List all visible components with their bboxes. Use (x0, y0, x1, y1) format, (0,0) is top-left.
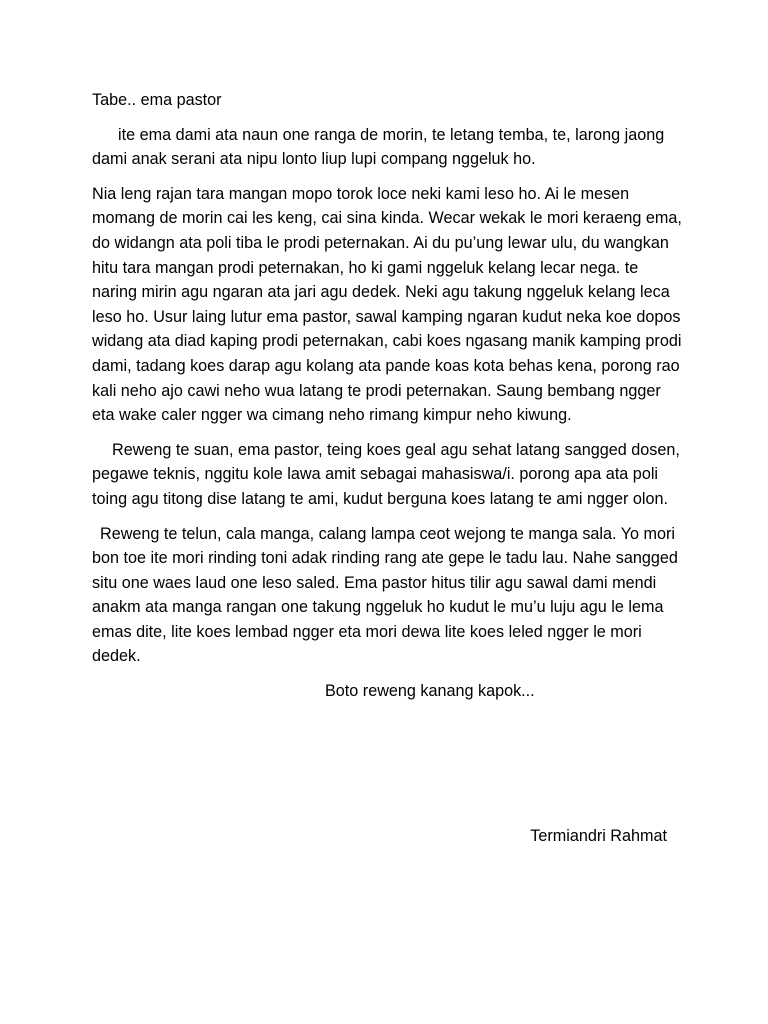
letter-greeting: Tabe.. ema pastor (92, 91, 222, 109)
letter-body (92, 88, 682, 704)
letter-paragraph-1: ite ema dami ata naun one ranga de morin, te letang temba, te, larong jaong dami anak serani ata nipu lonto liup lupi compang nggeluk ho. (92, 125, 665, 169)
letter-paragraph-2: Nia leng rajan tara mangan mopo torok loce neki kami leso ho. Ai le mesen momang de morin cai les keng, cai sina kinda. Wecar wekak le mori keraeng ema, do widangn ata poli tiba le prodi peternakan. Ai du pu’ung lewar ulu, du wangkan hitu tara mangan prodi peternakan, ho ki gami nggeluk kelang lecar nega. te naring mirin agu ngaran ata jari agu dedek. Neki agu takung nggeluk kelang leca leso ho. Usur laing lutur ema pastor, sawal kamping ngaran kudut neka koe dopos widang ata diad kaping prodi peternakan, cabi koes ngasang manik kamping prodi dami, tadang koes darap agu kolang ata pande koas kota behas kena, porong rao kali neho ajo cawi neho wua latang te prodi peternakan. Saung bembang ngger eta wake caler ngger wa cimang neho rimang kimpur neho kiwung. (92, 184, 682, 425)
letter-closing: Boto reweng kanang kapok... (325, 682, 535, 701)
letter-paragraph-4: Reweng te telun, cala manga, calang lampa ceot wejong te manga sala. Yo mori bon toe ite mori rinding toni adak rinding rang ate gepe le tadu lau. Nahe sangged situ one waes laud one leso saled. Ema pastor hitus tilir agu sawal dami mendi anakm ata manga rangan one takung nggeluk ho kudut le mu’u luju agu le lema emas dite, lite koes lembad ngger eta mori dewa lite koes leled ngger le mori dedek. (92, 524, 678, 666)
letter-paragraph-3: Reweng te suan, ema pastor, teing koes geal agu sehat latang sangged dosen, pegawe teknis, nggitu kole lawa amit sebagai mahasiswa/i. porong apa ata poli toing agu titong dise latang te ami, kudut berguna koes latang te ami ngger olon. (92, 440, 680, 508)
letter-signature: Termiandri Rahmat (530, 827, 667, 845)
